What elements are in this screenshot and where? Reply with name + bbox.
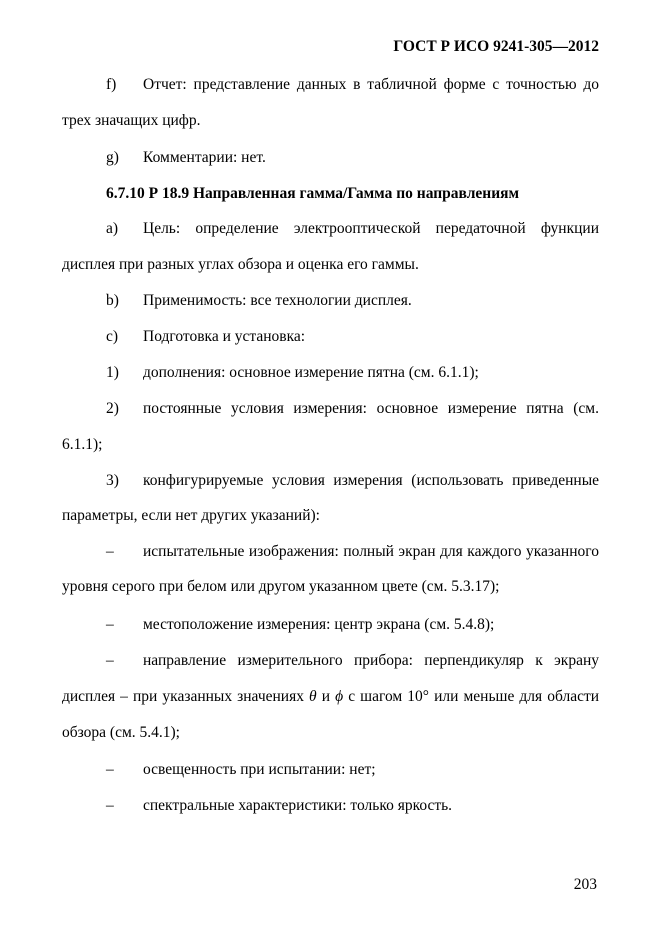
item-3-text-cont: параметры, если нет других указаний):	[62, 507, 320, 524]
item-a-text: Цель: определение электрооптической передаточной функции	[143, 220, 599, 237]
item-c-text: Подготовка и установка:	[143, 328, 306, 345]
page-number: 203	[573, 876, 597, 893]
item-1-marker: 1)	[106, 364, 119, 381]
dash-3-text: направление измерительного прибора: перпендикуляр к экрану	[143, 652, 599, 669]
dash-3-text-cont-2: обзора (см. 5.4.1);	[62, 724, 180, 741]
item-g-text: Комментарии: нет.	[143, 149, 266, 166]
item-3-marker: 3)	[106, 472, 119, 489]
item-2-marker: 2)	[106, 400, 119, 417]
phi-symbol: ϕ	[335, 688, 344, 705]
theta-symbol: θ	[309, 688, 317, 705]
item-f-text-cont: трех значащих цифр.	[62, 112, 201, 129]
item-f-marker: f)	[106, 76, 117, 93]
dash-4-marker: –	[106, 761, 114, 778]
dash-5-text: спектральные характеристики: только яркость.	[143, 797, 453, 814]
dash-4-text: освещенность при испытании: нет;	[143, 761, 376, 778]
item-2-text: постоянные условия измерения: основное измерение пятна (см.	[143, 400, 599, 417]
item-1-text: дополнения: основное измерение пятна (см. 6.1.1);	[143, 364, 479, 381]
item-2-text-cont: 6.1.1);	[62, 436, 103, 453]
dash-2-marker: –	[106, 616, 114, 633]
and-word: и	[321, 688, 331, 705]
section-heading: 6.7.10 Р 18.9 Направленная гамма/Гамма по направлениям	[106, 185, 520, 202]
dash-3-text-cont	[62, 688, 599, 706]
dash-5-marker: –	[106, 797, 114, 814]
item-g-marker: g)	[106, 149, 119, 166]
dash-1-marker: –	[106, 543, 114, 560]
item-a-text-cont: дисплея при разных углах обзора и оценка его гаммы.	[62, 256, 419, 273]
dash-3-text-part-a: дисплея – при указанных значениях	[62, 688, 304, 705]
item-3-text: конфигурируемые условия измерения (использовать приведенные	[143, 472, 599, 489]
dash-1-text-cont: уровня серого при белом или другом указанном цвете (см. 5.3.17);	[62, 578, 500, 595]
dash-3-text-part-b: с шагом 10° или меньше для области	[348, 688, 600, 705]
item-c-marker: c)	[106, 328, 119, 345]
item-b-marker: b)	[106, 292, 119, 309]
item-f-text: Отчет: представление данных в табличной форме с точностью до	[143, 76, 599, 93]
document-header: ГОСТ Р ИСО 9241-305—2012	[393, 38, 599, 55]
dash-1-text: испытательные изображения: полный экран для каждого указанного	[143, 543, 599, 560]
item-b-text: Применимость: все технологии дисплея.	[143, 292, 412, 309]
item-a-marker: a)	[106, 220, 119, 237]
dash-3-marker: –	[106, 652, 114, 669]
dash-2-text: местоположение измерения: центр экрана (см. 5.4.8);	[143, 616, 495, 633]
